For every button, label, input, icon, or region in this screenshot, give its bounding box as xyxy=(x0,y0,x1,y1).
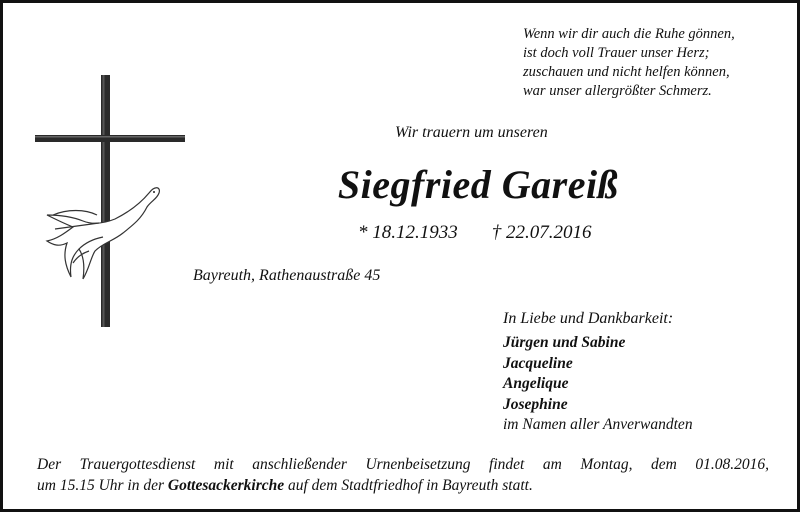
death-date: † 22.07.2016 xyxy=(491,222,592,243)
family-member: Angelique xyxy=(503,375,569,392)
poem-line: zuschauen und nicht helfen können, xyxy=(523,64,730,80)
intro-text: Wir trauern um unseren xyxy=(395,124,548,141)
poem-line: war unser allergrößter Schmerz. xyxy=(523,83,712,99)
poem-line: ist doch voll Trauer unser Herz; xyxy=(523,45,710,61)
family-list xyxy=(503,333,693,436)
service-line-1: Der Trauergottesdienst mit anschließender Urnenbeisetzung findet am Montag, dem 01.08.2016, xyxy=(37,456,769,473)
address: Bayreuth, Rathenaustraße 45 xyxy=(193,267,381,284)
family-closing: im Namen aller Anverwandten xyxy=(503,416,693,433)
service-location-text: auf dem Stadtfriedhof in Bayreuth statt. xyxy=(284,476,533,494)
deceased-name: Siegfried Gareiß xyxy=(337,162,619,207)
family-member: Jürgen und Sabine xyxy=(503,334,626,351)
poem xyxy=(523,25,735,101)
life-dates xyxy=(358,222,592,244)
service-line-2 xyxy=(37,476,769,497)
thanks-heading: In Liebe und Dankbarkeit: xyxy=(503,310,674,327)
church-name: Gottesackerkirche xyxy=(167,476,285,494)
family-member: Jacqueline xyxy=(503,354,573,372)
family-member: Josephine xyxy=(503,395,568,413)
poem-line: Wenn wir dir auch die Ruhe gönnen, xyxy=(523,26,735,42)
birth-date: * 18.12.1933 xyxy=(358,222,458,243)
service-time-text: um 15.15 Uhr in der xyxy=(37,476,168,494)
service-announcement xyxy=(37,455,769,496)
